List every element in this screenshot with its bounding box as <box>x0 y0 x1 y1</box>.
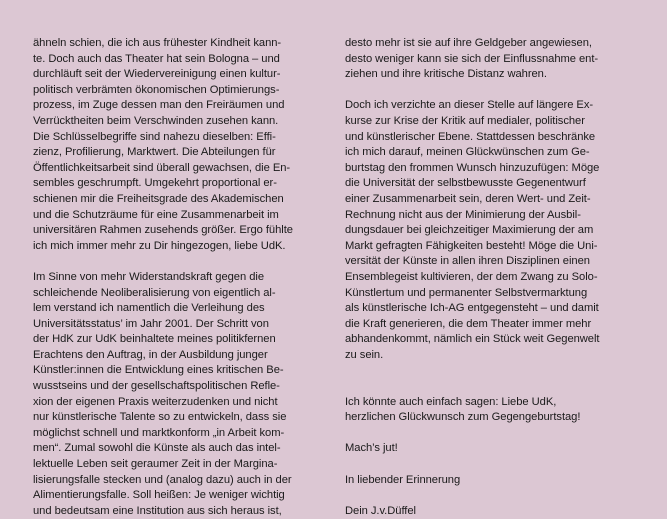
text-line: prozess, im Zuge dessen man den Freiräumen und <box>33 99 285 112</box>
text-line: ähneln schien, die ich aus frühester Kindheit kann- <box>33 37 282 49</box>
text-line: lektuelle Leben seit geraumer Zeit in der Margina- <box>33 458 278 471</box>
text-line: die Kraft generieren, die dem Theater immer mehr <box>345 317 592 330</box>
text-line: Erachtens den Auftrag, in der Ausbildung junger <box>33 348 268 361</box>
text-line: und bedeutsam eine Institution aus sich heraus ist, <box>33 504 282 517</box>
text-line: zu sein. <box>345 348 384 361</box>
text-line: schleichende Neoliberalisierung von eigentlich al- <box>33 286 276 299</box>
text-line: kurse zur Krise der Kritik auf medialer, politischer <box>345 114 585 127</box>
text-line: wusstseins und der gesellschaftspolitischen Refle- <box>33 380 280 393</box>
closing-line: In liebender Erinnerung <box>345 473 461 486</box>
paragraph-gap <box>345 426 645 442</box>
text-line: Ensemblegeist kultivieren, der dem Zwang zu Solo- <box>345 270 598 283</box>
text-line: Ich könnte auch einfach sagen: Liebe UdK, <box>345 395 557 408</box>
right-column <box>345 36 645 519</box>
left-column <box>33 36 329 519</box>
paragraph-gap <box>345 457 645 473</box>
text-line: ziehen und ihre kritische Distanz wahren. <box>345 68 547 81</box>
text-line: abhandenkommt, nämlich ein Stück weit Gegenwelt <box>345 333 600 346</box>
text-line: Universitätsstatus’ im Jahr 2001. Der Schritt von <box>33 317 269 330</box>
text-line: Im Sinne von mehr Widerstandskraft gegen die <box>33 270 264 283</box>
right-paragraph-3 <box>345 395 645 426</box>
text-line: und die Schutzräume für eine Zusammenarbeit im <box>33 208 279 221</box>
text-line: durchläuft seit der Wiedervereinigung einen kultur- <box>33 68 281 81</box>
right-paragraph-1 <box>345 36 645 83</box>
text-line: und künstlerischer Ebene. Stattdessen beschränke <box>345 130 596 143</box>
text-line: burtstag den frommen Wunsch hinzuzufügen: Möge <box>345 161 600 174</box>
text-line: universitären Rahmen zusehends größer. Ergo fühlte <box>33 224 293 237</box>
left-paragraph-2 <box>33 270 329 519</box>
text-line: desto weniger kann sie sich der Einflussnahme ent- <box>345 52 599 65</box>
text-line: Verrücktheiten beim Verschwinden zusehen kann. <box>33 114 279 127</box>
paragraph-gap <box>345 83 645 99</box>
paragraph-gap <box>345 363 645 379</box>
text-line: desto mehr ist sie auf ihre Geldgeber angewiesen, <box>345 37 592 49</box>
text-line: men“. Zumal sowohl die Künste als auch das intel- <box>33 442 281 455</box>
text-line: Die Schlüsselbegriffe sind nahezu dieselben: Effi- <box>33 130 276 143</box>
text-line: politisch verbrämten ökonomischen Optimierungs- <box>33 83 280 96</box>
text-line: Künstler:innen die Entwicklung eines kritischen Be- <box>33 364 284 377</box>
text-line: Alimentierungsfalle. Soll heißen: Je weniger wichtig <box>33 489 285 502</box>
text-line: nur künstlerische Talente so zu entwickeln, dass sie <box>33 411 287 424</box>
text-line: schienen mir die Freiheitsgrade des Akademischen <box>33 192 284 205</box>
paragraph-gap <box>33 254 329 270</box>
text-line: sembles geschrumpft. Umgekehrt proportional er- <box>33 177 277 190</box>
text-line: te. Doch auch das Theater hat sein Bologna – und <box>33 52 280 65</box>
signature: Dein J.v.Düffel <box>345 504 416 517</box>
text-line: Künstlertum und permanenter Selbstvermarktung <box>345 286 588 299</box>
text-line: einer Zusammenarbeit sein, deren Wert- und Zeit- <box>345 192 591 205</box>
text-line: möglichst schnell und marktkonform „in Arbeit kom- <box>33 426 285 439</box>
text-line: als künstlerische Ich-AG entgegensteht – und damit <box>345 302 599 315</box>
text-line: Öffentlichkeitsarbeit sind überall gewachsen, die En- <box>33 161 291 174</box>
text-line: der HdK zur UdK beinhaltete meines politikfernen <box>33 333 276 346</box>
text-line: ich mich darauf, meinen Glückwünschen zum Ge- <box>345 146 590 159</box>
text-line: lisierungsfalle stecken und (analog dazu) auch in der <box>33 473 292 486</box>
right-paragraph-2 <box>345 98 645 363</box>
text-line: Markt gefragten Fähigkeiten besteht! Möge die Uni- <box>345 239 598 252</box>
text-line: versität der Künste in allen ihren Disziplinen einen <box>345 255 590 268</box>
text-line: zienz, Profilierung, Marktwert. Die Abteilungen für <box>33 146 276 159</box>
left-paragraph-1 <box>33 36 329 254</box>
text-line: xion der eigenen Praxis weiterzudenken und nicht <box>33 395 278 408</box>
paragraph-gap <box>345 488 645 504</box>
text-line: herzlichen Glückwunsch zum Gegengeburtstag! <box>345 411 581 424</box>
paragraph-gap <box>345 379 645 395</box>
closing-line: Mach’s jut! <box>345 442 398 455</box>
text-line: Doch ich verzichte an dieser Stelle auf längere Ex- <box>345 99 594 112</box>
text-line: die Universität der selbstbewusste Gegenentwurf <box>345 177 586 190</box>
text-line: lem verstand ich namentlich die Verleihung des <box>33 302 265 315</box>
text-line: ich mich immer mehr zu Dir hingezogen, liebe UdK. <box>33 239 286 252</box>
text-line: dungsdauer bei gleichzeitiger Maximierung der am <box>345 224 594 237</box>
text-line: Rechnung nicht aus der Minimierung der Ausbil- <box>345 208 581 221</box>
